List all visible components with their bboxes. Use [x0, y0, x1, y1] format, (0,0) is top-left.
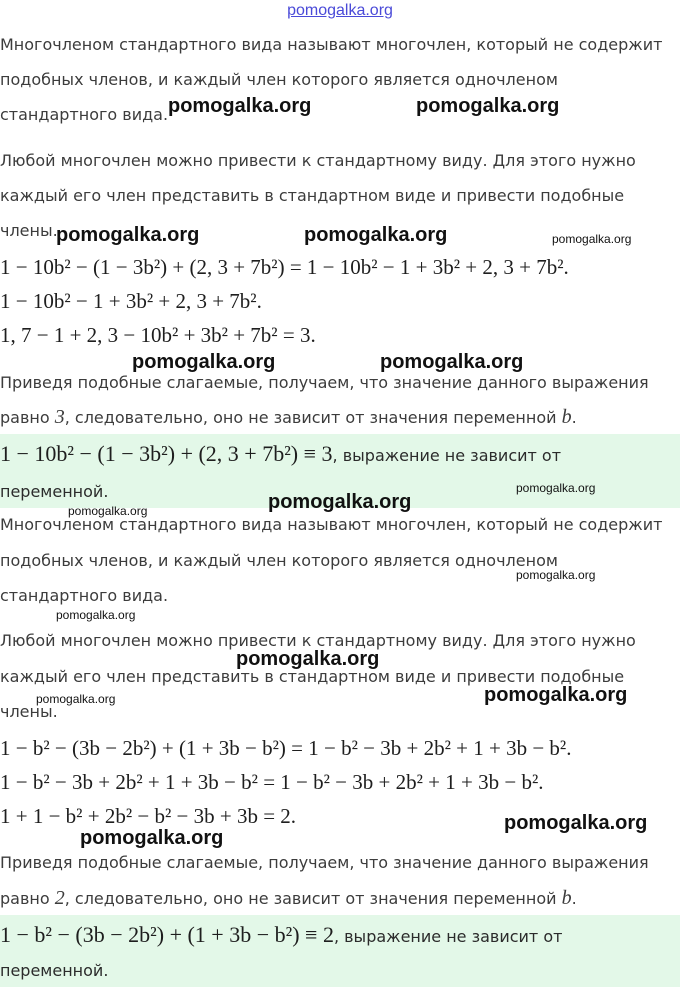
watermark: pomogalka.org [80, 827, 224, 849]
result-text: , выражение не зависит от [332, 446, 562, 465]
definition-line-3: стандартного вида. [0, 586, 169, 605]
watermark: pomogalka.org [168, 95, 312, 117]
watermark: pomogalka.org [416, 95, 560, 117]
watermark: pomogalka.org [304, 224, 448, 246]
watermark: pomogalka.org [236, 648, 380, 670]
math-line-1: 1 − 10b² − (1 − 3b²) + (2, 3 + 7b²) = 1 − 10b² − 1 + 3b² + 2, 3 + 7b². [0, 255, 569, 279]
watermark: pomogalka.org [68, 504, 148, 518]
definition-line-3: стандартного вида. [0, 105, 169, 124]
math-line-1: 1 − b² − (3b − 2b²) + (1 + 3b − b²) = 1 − b² − 3b + 2b² + 1 + 3b − b². [0, 736, 572, 760]
result-text-line-2: переменной. [0, 961, 109, 980]
watermark: pomogalka.org [56, 608, 136, 622]
definition-line-2: подобных членов, и каждый член которого является одночленом [0, 551, 558, 570]
watermark: pomogalka.org [268, 491, 412, 513]
math-line-2: 1 − b² − 3b + 2b² + 1 + 3b − b² = 1 − b² − 3b + 2b² + 1 + 3b − b². [0, 770, 544, 794]
watermark: pomogalka.org [132, 351, 276, 373]
math-line-2: 1 − 10b² − 1 + 3b² + 2, 3 + 7b². [0, 289, 262, 313]
definition-line-1: Многочленом стандартного вида называют многочлен, который не содержит [0, 35, 663, 54]
result-text-line-2: переменной. [0, 482, 109, 501]
watermark: pomogalka.org [380, 351, 524, 373]
result-formula: 1 − 10b² − (1 − 3b²) + (2, 3 + 7b²) ≡ 3 [0, 441, 333, 466]
definition-line-1: Многочленом стандартного вида называют многочлен, который не содержит [0, 515, 663, 534]
conclusion-variable: b [561, 406, 572, 428]
watermark: pomogalka.org [484, 684, 628, 706]
conclusion-value: 2 [54, 887, 65, 909]
intro-line-1: Любой многочлен можно привести к стандартному виду. Для этого нужно [0, 151, 636, 170]
site-brand-link[interactable]: pomogalka.org [287, 2, 393, 19]
watermark: pomogalka.org [516, 568, 596, 582]
intro-line-2: каждый его член представить в стандартном виде и привести подобные [0, 667, 625, 686]
conclusion-line-2: равно 3, следовательно, оно не зависит от значения переменной b. [0, 406, 577, 428]
intro-line-1: Любой многочлен можно привести к стандартному виду. Для этого нужно [0, 631, 636, 650]
conclusion-variable: b [561, 887, 572, 909]
definition-line-2: подобных членов, и каждый член которого является одночленом [0, 70, 558, 89]
conclusion-line-1: Приведя подобные слагаемые, получаем, что значение данного выражения [0, 373, 649, 392]
conclusion-line-2: равно 2, следовательно, оно не зависит от значения переменной b. [0, 887, 577, 909]
watermark: pomogalka.org [36, 692, 116, 706]
conclusion-line-1: Приведя подобные слагаемые, получаем, что значение данного выражения [0, 853, 649, 872]
intro-line-3: члены. [0, 702, 58, 721]
watermark: pomogalka.org [516, 481, 596, 495]
conclusion-value: 3 [54, 406, 65, 428]
math-line-3: 1 + 1 − b² + 2b² − b² − 3b + 3b = 2. [0, 804, 297, 828]
result-highlight-box [0, 915, 680, 987]
result-text: , выражение не зависит от [333, 927, 563, 946]
intro-line-2: каждый его член представить в стандартном виде и привести подобные [0, 186, 625, 205]
watermark: pomogalka.org [56, 224, 200, 246]
watermark: pomogalka.org [552, 232, 632, 246]
math-line-3: 1, 7 − 1 + 2, 3 − 10b² + 3b² + 7b² = 3. [0, 323, 316, 347]
result-formula: 1 − b² − (3b − 2b²) + (1 + 3b − b²) ≡ 2 [0, 922, 334, 947]
intro-line-3: члены. [0, 221, 58, 240]
watermark: pomogalka.org [504, 812, 648, 834]
